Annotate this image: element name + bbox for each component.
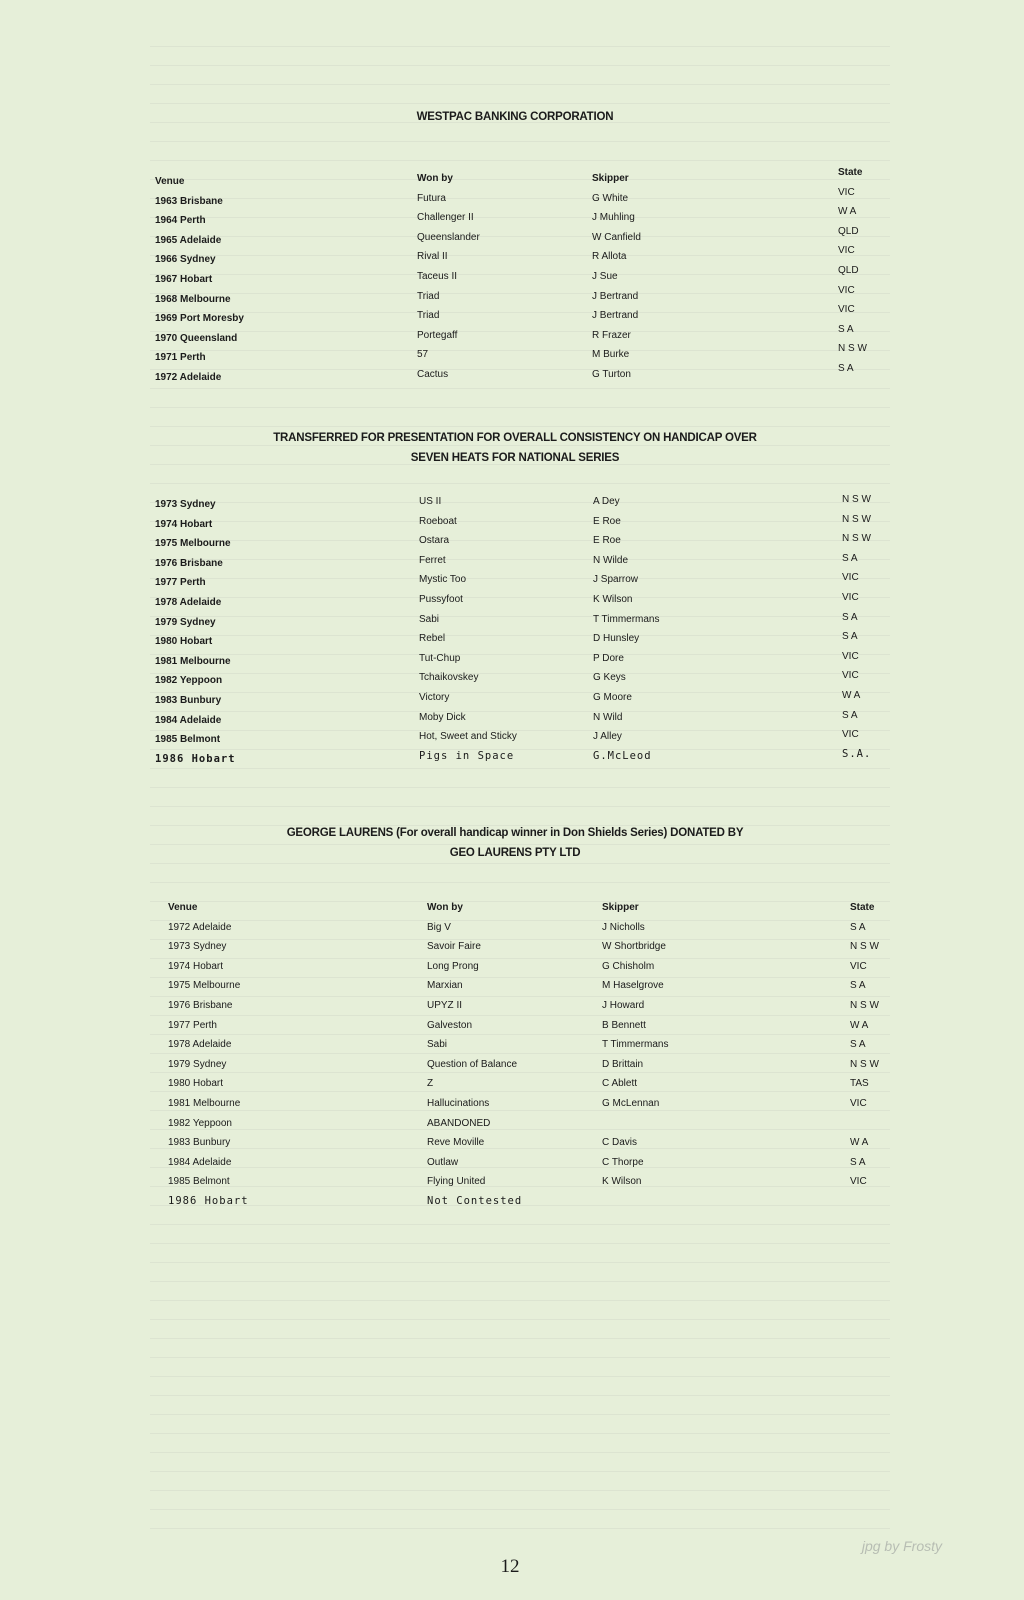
table-cell-won-by: Ferret	[419, 554, 446, 566]
state-header: State	[850, 902, 875, 913]
table-cell-state: S A	[850, 921, 866, 933]
table-cell-won-by: Not Contested	[427, 1194, 523, 1207]
table-cell-won-by: Victory	[419, 691, 450, 703]
table-cell-won-by: Hallucinations	[427, 1097, 490, 1109]
table-cell-won-by: Pigs in Space	[419, 749, 515, 762]
table-cell-venue: 1972 Adelaide	[168, 921, 232, 933]
table-cell-won-by: Big V	[427, 921, 451, 933]
skipper-header: Skipper	[592, 173, 629, 184]
table-cell-won-by: Hot, Sweet and Sticky	[419, 731, 517, 743]
table-cell-skipper: N Wilde	[593, 554, 629, 566]
table-cell-state: N S W	[850, 941, 879, 953]
section3-title-line2: GEO LAURENS PTY LTD	[449, 847, 581, 859]
table-cell-skipper: R Allota	[592, 251, 627, 263]
table-cell-state: VIC	[838, 284, 855, 296]
table-cell-state: S A	[842, 709, 858, 721]
table-cell-won-by: Moby Dick	[419, 711, 466, 723]
table-cell-venue: 1980 Hobart	[168, 1078, 224, 1090]
table-cell-skipper: E Roe	[593, 535, 621, 547]
table-cell-state: S A	[842, 631, 858, 643]
table-cell-state	[850, 1114, 879, 1134]
table-cell-venue: 1982 Yeppoon	[168, 1117, 232, 1129]
table-cell-won-by: Z	[427, 1078, 434, 1090]
table-cell-skipper: C Thorpe	[602, 1156, 644, 1168]
table-cell-state: N S W	[838, 343, 867, 355]
table-cell-won-by: 57	[417, 349, 429, 361]
table-cell-state: QLD	[838, 264, 859, 276]
table-cell-venue: 1972 Adelaide	[155, 371, 222, 383]
table-cell-skipper: J Nicholls	[602, 921, 645, 933]
table-cell-skipper: D Brittain	[602, 1058, 644, 1070]
table-cell-won-by: Cactus	[417, 368, 449, 380]
table-cell-state: W A	[850, 1137, 869, 1149]
table-cell-skipper: K Wilson	[593, 593, 633, 605]
table-cell-venue: 1979 Sydney	[155, 616, 216, 628]
table-cell-state: VIC	[850, 960, 867, 972]
table-cell-venue: 1964 Perth	[155, 215, 206, 227]
table-cell-won-by: Sabi	[419, 613, 440, 625]
table-cell-skipper: W Shortbridge	[602, 941, 666, 953]
table-cell-state: S A	[838, 323, 854, 335]
table-cell-skipper: B Bennett	[602, 1019, 646, 1031]
table-cell-venue: 1984 Adelaide	[168, 1156, 232, 1168]
section2-skipper-column	[593, 492, 660, 766]
table-cell-venue: 1966 Sydney	[155, 254, 216, 266]
table-cell-skipper: G Moore	[593, 691, 632, 703]
table-cell-skipper	[602, 1192, 669, 1212]
table-cell-venue: 1973 Sydney	[155, 499, 216, 510]
table-cell-skipper: D Hunsley	[593, 633, 640, 645]
table-cell-skipper: J Alley	[593, 731, 622, 743]
section3-title	[150, 823, 880, 863]
table-cell-venue: 1971 Perth	[155, 352, 206, 364]
table-cell-state: S A	[850, 980, 866, 992]
section2-title-line1: TRANSFERRED FOR PRESENTATION FOR OVERALL CONSISTENCY ON HANDICAP OVER	[273, 432, 757, 444]
table-cell-state: VIC	[850, 1176, 867, 1188]
table-cell-skipper: J Bertrand	[592, 310, 639, 322]
page-number: 12	[500, 1556, 520, 1577]
table-cell-skipper: G.McLeod	[593, 749, 652, 762]
table-cell-venue: 1976 Brisbane	[168, 999, 233, 1011]
image-credit: jpg by Frosty	[861, 1538, 942, 1554]
table-cell-won-by: Rival II	[417, 251, 448, 263]
table-cell-won-by: Marxian	[427, 980, 463, 992]
table-cell-skipper: G Chisholm	[602, 960, 655, 972]
table-cell-skipper: J Howard	[602, 999, 645, 1011]
section2-title-line2: SEVEN HEATS FOR NATIONAL SERIES	[410, 452, 620, 464]
table-cell-venue: 1970 Queensland	[155, 332, 238, 344]
table-cell-state: VIC	[838, 245, 855, 257]
table-cell-state: QLD	[838, 225, 859, 237]
table-cell-state: N S W	[842, 494, 871, 505]
section3-skipper-column	[602, 898, 669, 1212]
table-cell-venue: 1981 Melbourne	[168, 1097, 241, 1109]
table-cell-venue: 1975 Melbourne	[155, 538, 231, 550]
table-cell-won-by: Taceus II	[417, 270, 458, 282]
won-by-header: Won by	[417, 173, 453, 184]
table-cell-skipper: J Muhling	[592, 212, 635, 224]
table-cell-won-by: US II	[419, 496, 442, 507]
table-cell-state	[850, 1192, 879, 1212]
table-cell-venue: 1969 Port Moresby	[155, 313, 244, 325]
section3-title-line1: GEORGE LAURENS (For overall handicap winner in Don Shields Series) DONATED BY	[286, 827, 744, 839]
table-cell-skipper: T Timmermans	[602, 1039, 669, 1051]
table-cell-won-by: UPYZ II	[427, 999, 463, 1011]
table-cell-won-by: Mystic Too	[419, 574, 467, 586]
table-cell-venue: 1977 Perth	[155, 577, 206, 589]
table-cell-venue: 1973 Sydney	[168, 941, 227, 953]
table-cell-won-by: Reve Moville	[427, 1137, 485, 1149]
table-cell-skipper	[602, 1114, 669, 1134]
table-cell-won-by: Tchaikovskey	[419, 672, 479, 684]
table-cell-state: S A	[838, 362, 854, 374]
section1-title: WESTPAC BANKING CORPORATION	[416, 111, 614, 123]
table-cell-skipper: E Roe	[593, 515, 621, 527]
table-cell-venue: 1967 Hobart	[155, 273, 213, 285]
table-cell-state: VIC	[842, 650, 859, 662]
table-cell-state: S A	[850, 1039, 866, 1051]
section3-state-column	[850, 898, 879, 1212]
bleed-through-texture	[150, 30, 890, 1530]
table-cell-won-by: Queenslander	[417, 231, 480, 243]
table-cell-venue: 1983 Bunbury	[155, 694, 222, 706]
table-cell-venue: 1978 Adelaide	[155, 596, 222, 608]
table-cell-skipper: M Burke	[592, 349, 630, 361]
table-cell-venue: 1963 Brisbane	[155, 195, 223, 207]
table-cell-venue: 1975 Melbourne	[168, 980, 241, 992]
table-cell-won-by: Triad	[417, 310, 440, 322]
table-cell-won-by: Question of Balance	[427, 1058, 518, 1070]
table-cell-state: W A	[842, 689, 861, 701]
table-cell-venue: 1985 Belmont	[155, 734, 221, 746]
table-cell-won-by: ABANDONED	[427, 1117, 491, 1129]
table-cell-venue: 1984 Adelaide	[155, 714, 222, 726]
table-cell-venue: 1978 Adelaide	[168, 1039, 232, 1051]
table-cell-venue: 1980 Hobart	[155, 636, 213, 648]
table-cell-venue: 1985 Belmont	[168, 1176, 230, 1188]
table-cell-skipper: W Canfield	[592, 231, 641, 243]
table-cell-state: N S W	[842, 533, 871, 545]
table-cell-venue: 1979 Sydney	[168, 1058, 227, 1070]
section2-state-column	[842, 490, 871, 764]
table-cell-skipper: J Bertrand	[592, 290, 639, 302]
table-cell-state: S A	[842, 611, 858, 623]
section2-won-by-column	[419, 492, 517, 766]
table-cell-state: VIC	[842, 670, 859, 682]
table-cell-venue: 1977 Perth	[168, 1019, 217, 1031]
table-cell-skipper: T Timmermans	[593, 613, 660, 625]
table-cell-state: N S W	[850, 1058, 879, 1070]
table-cell-won-by: Flying United	[427, 1176, 486, 1188]
table-cell-won-by: Rebel	[419, 633, 446, 645]
table-cell-state: VIC	[842, 572, 859, 584]
section3-won-by-column	[427, 898, 522, 1212]
table-cell-state: VIC	[842, 729, 859, 741]
table-cell-won-by: Tut-Chup	[419, 652, 461, 664]
table-cell-won-by: Long Prong	[427, 960, 479, 972]
table-cell-venue: 1974 Hobart	[155, 518, 213, 530]
table-cell-state: N S W	[850, 999, 879, 1011]
table-cell-state: W A	[850, 1019, 869, 1031]
table-cell-won-by: Triad	[417, 290, 440, 302]
table-cell-skipper: J Sparrow	[593, 574, 639, 586]
table-cell-won-by: Ostara	[419, 535, 450, 547]
table-cell-state: VIC	[838, 304, 855, 316]
section1-state-column	[838, 163, 867, 379]
table-cell-skipper: G Keys	[593, 672, 626, 684]
table-cell-skipper: P Dore	[593, 652, 624, 664]
table-cell-won-by: Sabi	[427, 1039, 448, 1051]
table-cell-venue: 1986 Hobart	[155, 752, 236, 765]
section3-venue-column	[168, 898, 249, 1212]
won-by-header: Won by	[427, 902, 463, 913]
table-cell-venue: 1982 Yeppoon	[155, 675, 223, 687]
state-header: State	[838, 167, 863, 178]
venue-header: Venue	[168, 902, 198, 913]
table-cell-state: N S W	[842, 513, 871, 525]
table-cell-state: VIC	[838, 186, 855, 198]
table-cell-won-by: Futura	[417, 192, 446, 204]
table-cell-venue: 1965 Adelaide	[155, 234, 222, 246]
table-cell-won-by: Pussyfoot	[419, 593, 463, 605]
table-cell-skipper: A Dey	[593, 496, 620, 507]
table-cell-skipper: J Sue	[592, 270, 618, 282]
table-cell-skipper: G McLennan	[602, 1097, 660, 1109]
table-cell-venue: 1981 Melbourne	[155, 655, 231, 667]
section2-venue-column	[155, 495, 236, 769]
table-cell-skipper: C Ablett	[602, 1078, 638, 1090]
table-cell-skipper: K Wilson	[602, 1176, 642, 1188]
table-cell-state: S A	[842, 552, 858, 564]
table-cell-skipper: C Davis	[602, 1137, 638, 1149]
table-cell-state: TAS	[850, 1078, 869, 1090]
table-cell-state: S.A.	[842, 747, 872, 760]
table-cell-skipper: G Turton	[592, 368, 631, 380]
table-cell-venue: 1983 Bunbury	[168, 1137, 231, 1149]
table-cell-venue: 1986 Hobart	[168, 1194, 249, 1207]
table-cell-won-by: Outlaw	[427, 1156, 459, 1168]
table-cell-skipper: N Wild	[593, 711, 623, 723]
table-cell-venue: 1968 Melbourne	[155, 293, 231, 305]
venue-header: Venue	[155, 176, 185, 187]
section1-venue-column	[155, 172, 244, 388]
table-cell-state: W A	[838, 206, 857, 218]
table-cell-venue: 1976 Brisbane	[155, 557, 223, 569]
table-cell-state: S A	[850, 1156, 866, 1168]
section1-skipper-column	[592, 169, 641, 385]
table-cell-state: VIC	[850, 1097, 867, 1109]
section1-won-by-column	[417, 169, 480, 385]
table-cell-venue: 1974 Hobart	[168, 960, 224, 972]
table-cell-won-by: Roeboat	[419, 515, 457, 527]
section2-title	[150, 428, 880, 468]
table-cell-won-by: Savoir Faire	[427, 941, 481, 953]
table-cell-won-by: Galveston	[427, 1019, 473, 1031]
table-cell-skipper: R Frazer	[592, 329, 631, 341]
table-cell-state: VIC	[842, 591, 859, 603]
table-cell-skipper: M Haselgrove	[602, 980, 664, 992]
skipper-header: Skipper	[602, 902, 639, 913]
table-cell-won-by: Portegaff	[417, 329, 458, 341]
table-cell-skipper: G White	[592, 192, 629, 204]
table-cell-won-by: Challenger II	[417, 212, 474, 224]
